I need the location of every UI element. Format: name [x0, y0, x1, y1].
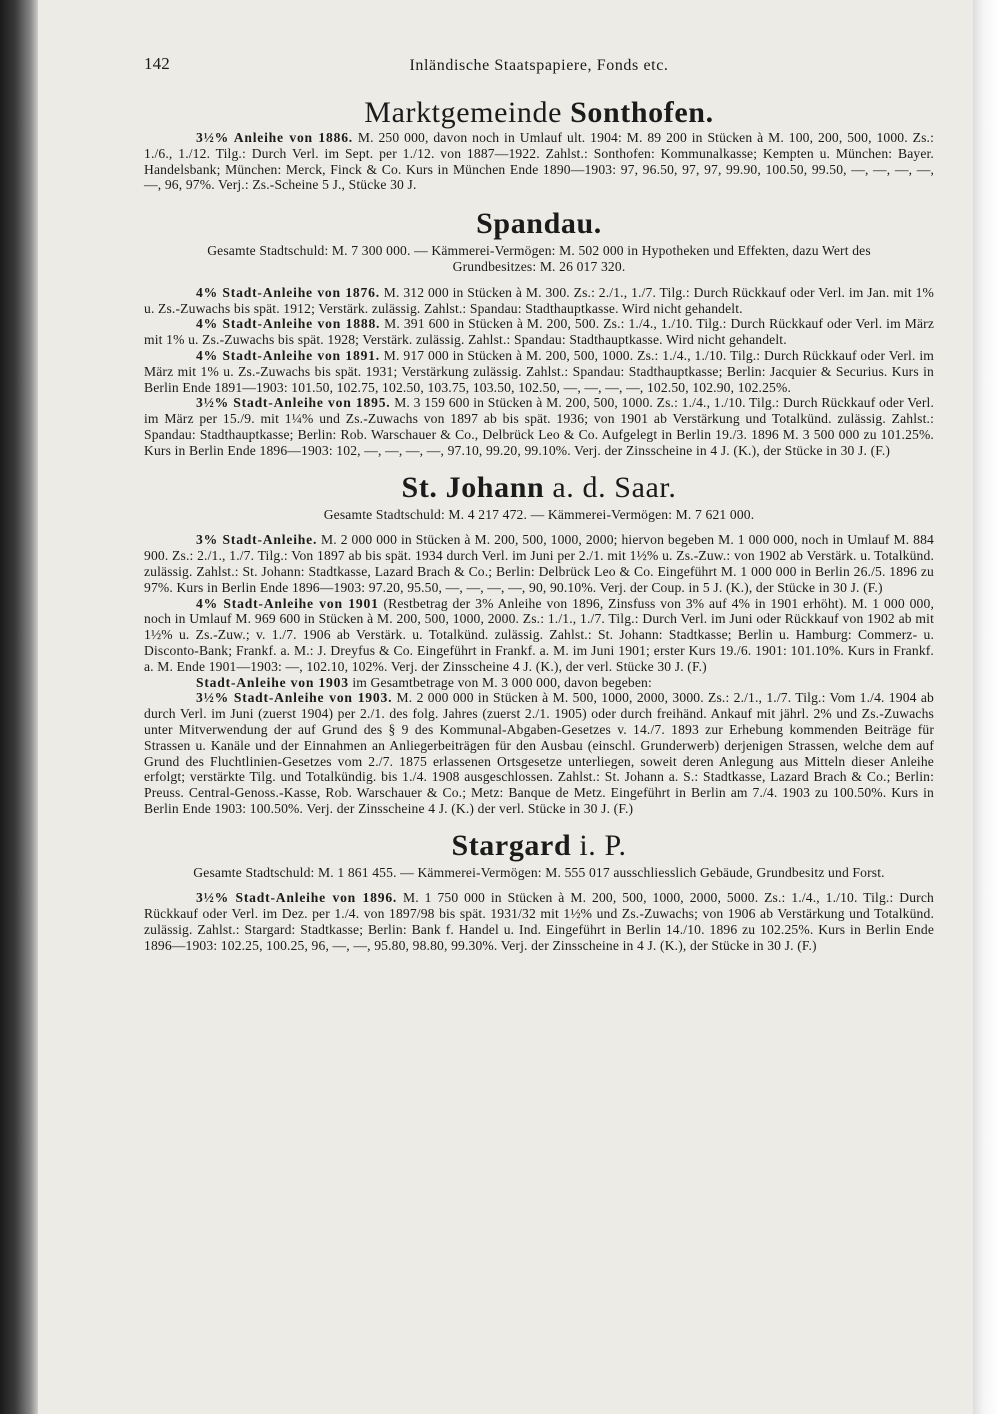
section-title: [144, 207, 934, 241]
bond-text: M. 250 000, davon noch in Umlauf ult. 1904: M. 89 200 in Stücken à M. 100, 200, 500, 1000. Zs.: 1./6., 1./12. Tilg.: Durch Verl. im Sept. per 1./12. von 1887—1922. Zahlst.: Sonthofen: Kommunalkasse; Kempten u. München: Bayer. Handelsbank; München: Merck, Finck & Co. Kurs in München Ende 1890—1903: 97, 96.50, 97, 97, 99.90, 100.50, 99.50, —, —, —, —, —, 96, 97%. Verj.: Zs.-Scheine 5 J., Stücke 30 J.: [144, 130, 934, 193]
page-edge: [973, 0, 1000, 1414]
section-title: [144, 829, 934, 863]
bond-entry: [144, 532, 934, 595]
bond-text: M. 2 000 000 in Stücken à M. 200, 500, 1000, 2000; hiervon begeben M. 1 000 000, noch in Umlauf M. 884 900. Zs.: 2./1., 1./7. Tilg.: Von 1897 ab bis spät. 1934 durch Verl. im Juni per 2./1. mit 1½% u. Zs.-Zuw.: von 1902 ab Verstärk. u. Totalkünd. zulässig. Zahlst.: St. Johann: Stadtkasse, Lazard Brach & Co.; Berlin: Delbrück Leo & Co. Eingeführt M. 1 000 000 in Berlin 26./5. 1896 zu 97%. Kurs in Berlin Ende 1896—1903: 97.20, 95.50, —, —, —, —, 90, 90.10%. Verj. der Coup. in 5 J. (K.), der Stücke in 30 J. (F.): [144, 532, 934, 595]
section-spandau: [144, 207, 934, 458]
book-gutter: [0, 0, 38, 1414]
bond-text: im Gesamtbetrage von M. 3 000 000, davon begeben:: [352, 674, 652, 690]
section-title: [144, 96, 934, 130]
bond-label: 4% Stadt-Anleihe von 1876.: [196, 284, 380, 300]
section-st-johann: [144, 471, 934, 817]
bond-label: 3½% Stadt-Anleihe von 1896.: [196, 890, 398, 906]
bond-label: 4% Stadt-Anleihe von 1891.: [196, 347, 380, 363]
title-suffix: i. P.: [579, 828, 627, 862]
title-main: Sonthofen.: [570, 96, 714, 129]
bond-entry: [144, 130, 934, 193]
title-main: Stargard: [451, 828, 572, 862]
title-main: St. Johann: [401, 470, 545, 504]
page-content: [144, 50, 934, 954]
bond-label: 3% Stadt-Anleihe.: [196, 532, 318, 548]
bond-text: M. 391 600 in Stücken à M. 200, 500. Zs.: 1./4., 1./10. Tilg.: Durch Rückkauf oder Verl. im März mit 1% u. Zs.-Zuwachs bis spät. 1928; Verstärk. zulässig. Zahlst.: Spandau: Stadthauptkasse. Wird nicht gehandelt.: [144, 316, 934, 348]
bond-text: (Restbetrag der 3% Anleihe von 1896, Zinsfuss von 3% auf 4% in 1901 erhöht). M. 1 000 000, noch in Umlauf M. 969 600 in Stücken à M. 200, 500, 1000, 2000. Zs.: 1./1., 1./7. Tilg.: Durch Verl. im Juni oder Rückkauf von 1902 ab mit 1½% u. Zs.-Zuw.; v. 1./7. 1906 ab Verstärk. u. Totalkünd. zulässig. Zahlst.: St. Johann: Stadtkasse; Berlin u. Hamburg: Commerz- u. Disconto-Bank; Frankf. a. M.: J. Dreyfus & Co. Eingeführt in Frankf. a. M. im Juni 1901; erster Kurs 19./6. 1901: 101.10%. Kurs in Frankf. a. M. Ende 1901—1903: —, 102.10, 102%. Verj. der Zinsscheine 4 J. (K.), der verl. Stücke 30 J. (F.): [144, 595, 934, 674]
bond-entry: [144, 395, 934, 458]
bond-label: 3½% Anleihe von 1886.: [196, 130, 353, 145]
bond-label: 3½% Stadt-Anleihe von 1895.: [196, 395, 391, 411]
section-sonthofen: [144, 96, 934, 193]
bond-entry: [144, 675, 934, 691]
debt-summary: Gesamte Stadtschuld: M. 1 861 455. — Kämmerei-Vermögen: M. 555 017 ausschliesslich Gebäude, Grundbesitz und Forst.: [193, 864, 885, 880]
title-suffix: a. d. Saar.: [552, 470, 677, 504]
running-title: Inländische Staatspapiere, Fonds etc.: [409, 57, 669, 74]
running-header: [144, 50, 934, 78]
debt-summary: Gesamte Stadtschuld: M. 4 217 472. — Kämmerei-Vermögen: M. 7 621 000.: [323, 506, 755, 522]
bond-label: 3½% Stadt-Anleihe von 1903.: [196, 690, 393, 706]
bond-entry: [144, 285, 934, 317]
bond-text: M. 917 000 in Stücken à M. 200, 500, 1000. Zs.: 1./4., 1./10. Tilg.: Durch Rückkauf oder Verl. im März mit 1% u. Zs.-Zuwachs bis spät. 1931; Verstärkung zulässig. Zahlst.: Spandau: Stadthauptkasse; Berlin: Jacquier & Securius. Kurs in Berlin Ende 1891—1903: 101.50, 102.75, 102.50, 103.75, 103.50, 102.50, —, —, —, —, 102.50, 102.90, 102.25%.: [144, 347, 934, 395]
bond-label: 4% Stadt-Anleihe von 1888.: [196, 316, 381, 332]
bond-entry: [144, 596, 934, 675]
bond-entry: [144, 690, 934, 816]
page-number: 142: [144, 54, 170, 73]
section-stargard: [144, 829, 934, 954]
bond-text: M. 2 000 000 in Stücken à M. 500, 1000, 2000, 3000. Zs.: 2./1., 1./7. Tilg.: Vom 1./4. 1904 ab durch Verl. im Juni (zuerst 1904) per 2./1. des folg. Jahres (zuerst 2./1. 1905) oder durch freihänd. Ankauf mit jährl. 2% und Zs.-Zuwachs unter Mitverwendung der auf Grund des § 9 des Kommunal-Abgaben-Gesetzes v. 14./7. 1893 zur Erhebung kommenden Beiträge für Strassen u. Kanäle und der Einnahmen an Anliegerbeiträgen für den Ausbau (einschl. Grunderwerb) derjenigen Strassen, welche dem auf Grund des Fluchtlinien-Gesetzes vom 2./7. 1875 erlassenen Ortsgesetze unterliegen, soweit deren Anlegung aus Mitteln dieser Anleihe erfolgt; verstärkte Tilg. und Totalkündig. bis 1./4. 1908 ausgeschlossen. Zahlst.: St. Johann a. S.: Stadtkasse, Lazard Brach & Co.; Berlin: Preuss. Central-Genoss.-Kasse, Rob. Warschauer & Co.; Metz: Banque de Metz. Eingeführt in Berlin am 7./4. 1903 zu 100.50%. Kurs in Berlin Ende 1903: 100.50%. Verj. der Zinsscheine 4 J. (K.) der verl. Stücke in 30 J. (F.): [144, 690, 934, 816]
bond-entry: [144, 316, 934, 348]
bond-text: M. 1 750 000 in Stücken à M. 200, 500, 1000, 2000, 5000. Zs.: 1./4., 1./10. Tilg.: Durch Rückkauf oder Verl. im Dez. per 1./4. von 1897/98 bis spät. 1931/32 mit 1½% und Zs.-Zuwachs; von 1906 ab Verstärkung und Totalkünd. zulässig. Zahlst.: Stargard: Stadtkasse; Berlin: Bank f. Handel u. Ind. Eingeführt in Berlin 14./10. 1896 zu 102.25%. Kurs in Berlin Ende 1896—1903: 102.25, 100.25, 96, —, —, 95.80, 98.80, 99.30%. Verj. der Zinsscheine in 4 J. (K.), der Stücke in 30 J. (F.): [144, 890, 934, 953]
title-prefix: Marktgemeinde: [364, 96, 563, 129]
bond-entry: [144, 348, 934, 395]
title-main: Spandau.: [476, 207, 602, 241]
bond-entry: [144, 890, 934, 953]
bond-text: M. 312 000 in Stücken à M. 300. Zs.: 2./1., 1./7. Tilg.: Durch Rückkauf oder Verl. im Jan. mit 1% u. Zs.-Zuwachs bis spät. 1912; Verstärk. zulässig. Zahlst.: Spandau: Stadthauptkasse. Wird nicht gehandelt.: [144, 284, 934, 316]
bond-label: 4% Stadt-Anleihe von 1901: [196, 595, 379, 611]
debt-summary: Gesamte Stadtschuld: M. 7 300 000. — Kämmerei-Vermögen: M. 502 000 in Hypotheken und Effekten, dazu Wert des Grundbesitzes: M. 26 017 320.: [207, 243, 871, 274]
bond-label: Stadt-Anleihe von 1903: [196, 674, 349, 690]
bond-text: M. 3 159 600 in Stücken à M. 200, 500, 1000. Zs.: 1./4., 1./10. Tilg.: Durch Rückkauf oder Verl. im März per 15./9. mit 1¼% und Zs.-Zuwachs von 1897 ab bis spät. 1936; von 1901 ab Verstärkung und Totalkünd. zulässig. Zahlst.: Spandau: Stadthauptkasse; Berlin: Rob. Warschauer & Co., Delbrück Leo & Co. Aufgelegt in Berlin 19./3. 1896 M. 3 500 000 zu 101.25%. Kurs in Berlin Ende 1896—1903: 102, —, —, —, —, 97.10, 99.20, 99.10%. Verj. der Zinsscheine in 4 J. (K.), der Stücke in 30 J. (F.): [144, 395, 934, 458]
section-title: [144, 471, 934, 505]
